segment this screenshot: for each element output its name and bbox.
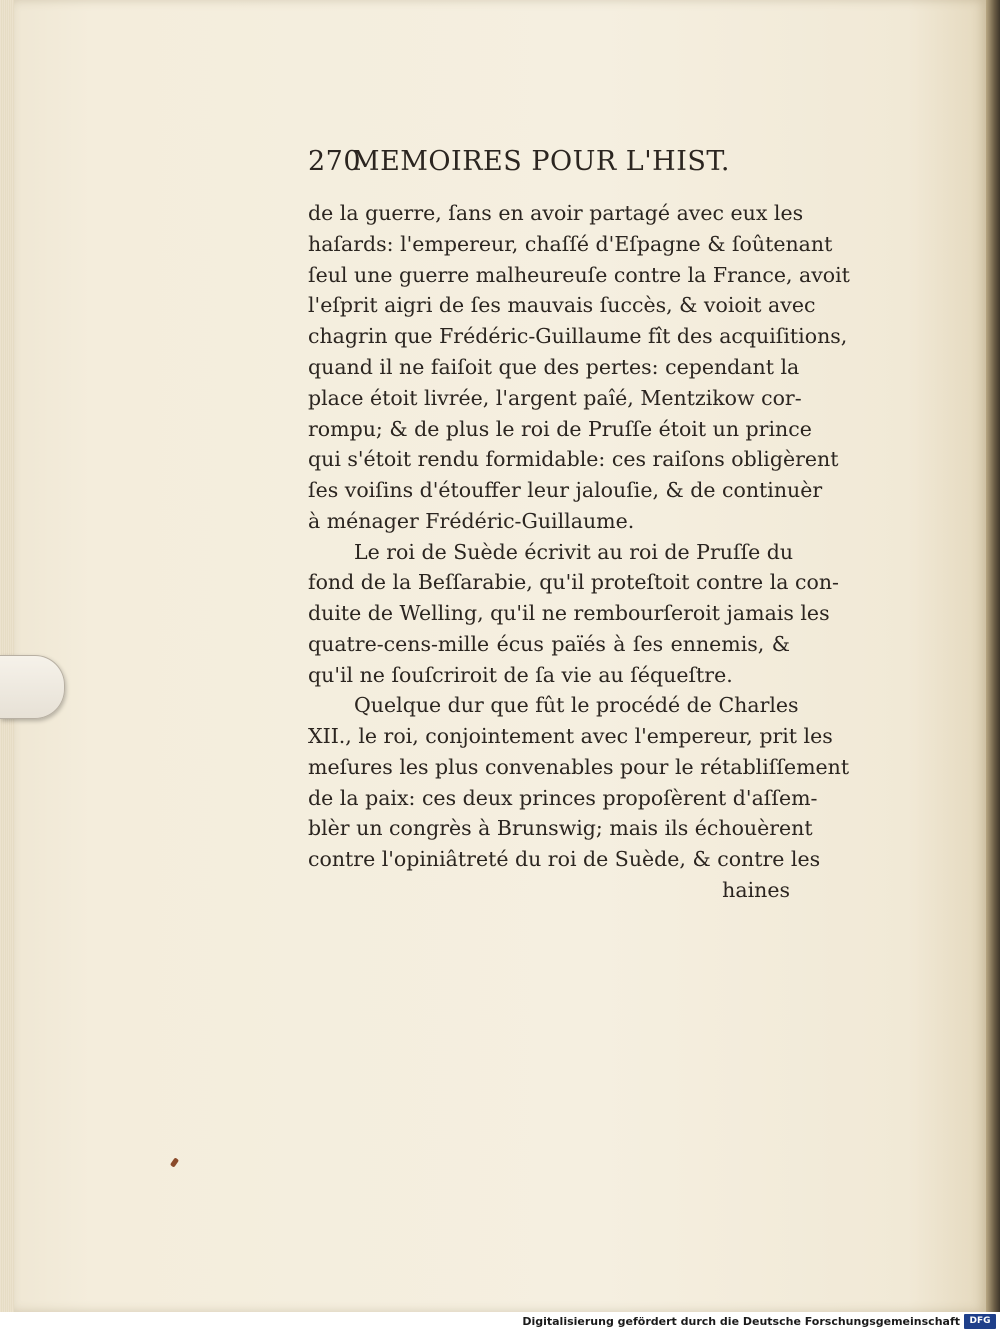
text-line: qui s'étoit rendu formidable: ces raiſons obligèrent [308,447,839,471]
text-line: blèr un congrès à Brunswig; mais ils échouèrent [308,816,813,840]
book-gutter-shadow [986,0,1000,1312]
text-line: ſeul une guerre malheureuſe contre la France, avoit [308,263,850,287]
text-line: contre l'opiniâtreté du roi de Suède, & contre les [308,847,821,871]
text-line: quand il ne faiſoit que des pertes: cependant la [308,355,800,379]
footer-credit: Digitalisierung gefördert durch die Deutsche Forschungsgemeinschaft [522,1315,960,1328]
text-line: ſes voiſins d'étouffer leur jalouſie, & de continuèr [308,478,823,502]
text-line: quatre-cens-mille écus païés à ſes ennemis, & [308,632,790,656]
running-head [308,146,790,186]
text-line: qu'il ne ſouſcriroit de ſa vie au ſéqueſtre. [308,663,733,687]
page-number: 270 [308,146,362,177]
text-line: de la guerre, ſans en avoir partagé avec eux les [308,201,804,225]
dfg-logo: DFG [964,1314,996,1329]
text-line: rompu; & de plus le roi de Pruſſe étoit un prince [308,417,812,441]
text-line: à ménager Frédéric-Guillaume. [308,509,635,533]
running-title: MEMOIRES POUR L'HIST. [351,146,730,177]
paragraph-start: Le roi de Suède écrivit au roi de Pruſſe du [354,540,794,564]
text-line: chagrin que Frédéric-Guillaume fît des acquiſitions, [308,324,848,348]
digitization-footer [0,1312,1000,1332]
text-line: XII., le roi, conjointement avec l'empereur, prit les [308,724,833,748]
text-line: place étoit livrée, l'argent paîé, Mentzikow cor- [308,386,802,410]
text-line: l'eſprit aigri de ſes mauvais ſuccès, & voioit avec [308,293,816,317]
text-line: fond de la Beſſarabie, qu'il proteſtoit contre la con- [308,570,839,594]
text-line: meſures les plus convenables pour le rétabliſſement [308,755,850,779]
text-line: duite de Welling, qu'il ne rembourſeroit jamais les [308,601,830,625]
text-line: haſards: l'empereur, chaſſé d'Eſpagne & ſoûtenant [308,232,833,256]
catchword: haines [722,878,790,902]
bookmark-tab [0,655,65,719]
text-line: de la paix: ces deux princes propoſèrent d'aſſem- [308,786,818,810]
paragraph-start: Quelque dur que fût le procédé de Charles [354,693,799,717]
